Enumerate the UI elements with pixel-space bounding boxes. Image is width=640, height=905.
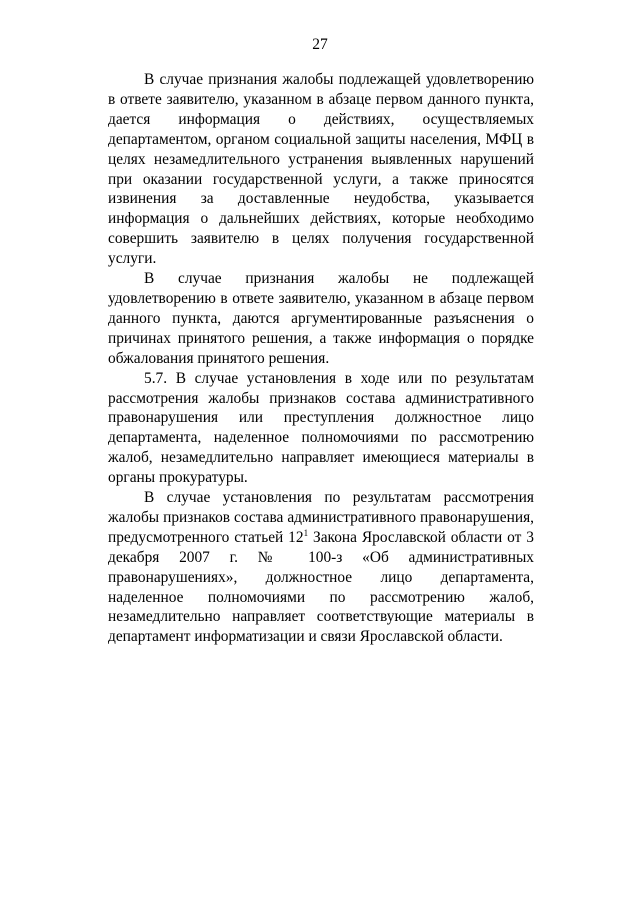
paragraph-complaint-satisfied: В случае признания жалобы подлежащей удовлетворению в ответе заявителю, указанном в абзаце первом данного пункта, дается информация о действиях, осуществляемых департаментом, органом социальной защиты населения, МФЦ в целях незамедлительного устранения выявленных нарушений при оказании государственной услуги, а также приносятся извинения за доставленные неудобства, указывается информация о дальнейших действиях, которые необходимо совершить заявителю в целях получения государственной услуги.: [108, 71, 534, 268]
document-body: [108, 70, 534, 647]
paragraph-complaint-rejected: В случае признания жалобы не подлежащей удовлетворению в ответе заявителю, указанном в абзаце первом данного пункта, даются аргументированные разъяснения о причинах принятого решения, а также информация о порядке обжалования принятого решения.: [108, 270, 534, 367]
article-superscript: 1: [303, 527, 309, 538]
paragraph-article-text-after: Закона Ярославской области от 3 декабря 2007 г. № 100-з «Об административных правонарушениях», должностное лицо департамента, наделенное полномочиями по рассмотрению жалоб, незамедлительно направляет соответствующие материалы в департамент информатизации и связи Ярославской области.: [108, 528, 534, 646]
paragraph-article-text-before: В случае установления по результатам рассмотрения жалобы признаков состава административного правонарушения, предусмотренного статьей 12: [108, 489, 534, 546]
paragraph-article-12-1: [108, 488, 534, 647]
paragraph-5-7: 5.7. В случае установления в ходе или по результатам рассмотрения жалобы признаков состава административного правонарушения или преступления должностное лицо департамента, наделенное полномочиями по рассмотрению жалоб, незамедлительно направляет имеющиеся материалы в органы прокуратуры.: [108, 369, 534, 487]
page-number: 27: [312, 36, 328, 53]
